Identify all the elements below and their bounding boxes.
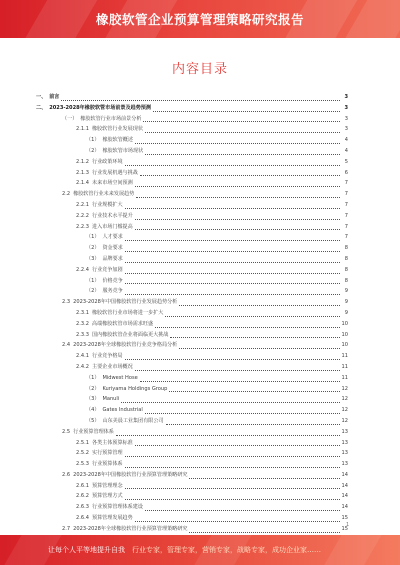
toc-entry-page: 11	[341, 363, 348, 370]
toc-entry[interactable]	[36, 448, 348, 459]
toc-entry-title: Kuriyama Holdings Group	[102, 385, 168, 392]
toc-dot-leader	[125, 248, 340, 252]
toc-entry-number: （1）	[86, 137, 100, 144]
toc-entry-page: 10	[341, 342, 348, 349]
toc-entry-page: 7	[344, 201, 348, 208]
toc-entry[interactable]	[36, 265, 348, 276]
toc-entry-number: 2.2	[62, 191, 71, 198]
toc-entry[interactable]	[36, 491, 348, 502]
toc-entry[interactable]	[36, 189, 348, 200]
toc-entry[interactable]	[36, 222, 348, 233]
toc-dot-leader	[135, 442, 340, 446]
toc-entry[interactable]	[36, 481, 348, 492]
toc-entry[interactable]	[36, 470, 348, 481]
toc-entry-number: 2.4.1	[76, 353, 89, 360]
toc-entry-number: 2.6.2	[76, 493, 89, 500]
toc-entry-page: 14	[341, 493, 348, 500]
toc-entry-number: 2.4	[62, 342, 71, 349]
toc-entry-page: 3	[344, 104, 348, 111]
toc-entry-title: 预算管理理念	[91, 482, 123, 489]
toc-entry-title: 服务竞争	[102, 288, 123, 295]
toc-entry[interactable]	[36, 308, 348, 319]
toc-entry-page: 8	[344, 255, 348, 262]
toc-entry[interactable]	[36, 405, 348, 416]
toc-entry-title: 橡胶软管行业发展现状	[91, 126, 143, 133]
toc-entry-number: （3）	[86, 396, 100, 403]
toc-entry-page: 3	[344, 115, 348, 122]
toc-dot-leader	[165, 313, 340, 317]
toc-entry-title: 各类主体预算标准	[91, 439, 133, 446]
toc-entry-page: 12	[341, 407, 348, 414]
toc-dot-leader	[145, 151, 340, 155]
toc-dot-leader	[169, 388, 339, 392]
toc-entry[interactable]	[36, 394, 348, 405]
toc-dot-leader	[125, 485, 340, 489]
toc-entry-page: 8	[344, 266, 348, 273]
toc-dot-leader	[61, 97, 340, 101]
toc-dot-leader	[145, 410, 340, 414]
toc-entry-title: Midwest Hose	[102, 374, 138, 381]
toc-entry-page: 13	[341, 439, 348, 446]
toc-entry[interactable]	[36, 438, 348, 449]
toc-dot-leader	[135, 216, 340, 220]
footer-experts-text: 行业专家，管理专家，营销专家，战略专家，成功企业家……	[132, 546, 321, 554]
toc-entry[interactable]	[36, 524, 348, 535]
toc-entry[interactable]	[36, 178, 348, 189]
toc-entry-number: （1）	[86, 277, 100, 284]
toc-entry-title: 行业预算管理体系建设	[91, 504, 143, 511]
toc-entry-number: （2）	[86, 288, 100, 295]
toc-dot-leader	[135, 226, 340, 230]
toc-dot-leader	[143, 118, 340, 122]
toc-entry-title: Gates Industrial	[102, 407, 143, 414]
toc-entry-page: 3	[344, 94, 348, 100]
toc-entry-page: 11	[341, 353, 348, 360]
toc-entry[interactable]	[36, 502, 348, 513]
toc-entry-page: 14	[341, 504, 348, 511]
toc-dot-leader	[125, 237, 340, 241]
toc-dot-leader	[125, 453, 340, 457]
toc-entry-title: 高端橡胶软管市场需求旺盛	[91, 320, 154, 327]
toc-entry-number: （一）	[62, 115, 78, 122]
toc-entry-number: 2.1.3	[76, 169, 89, 176]
toc-entry[interactable]	[36, 114, 348, 125]
toc-entry-title: 国内橡胶软管企业将面临更大挑战	[91, 331, 169, 338]
toc-entry-title: 品牌要求	[102, 255, 123, 262]
toc-dot-leader	[145, 129, 340, 133]
toc-entry-page: 13	[341, 450, 348, 457]
toc-entry-page: 13	[341, 428, 348, 435]
toc-entry-number: 2.4.2	[76, 363, 89, 370]
toc-entry[interactable]	[36, 168, 348, 179]
toc-entry[interactable]	[36, 243, 348, 254]
toc-entry-title: 行业发展机遇与挑战	[91, 169, 138, 176]
toc-entry[interactable]	[36, 146, 348, 157]
toc-entry[interactable]	[36, 200, 348, 211]
toc-entry-title: 橡胶软管行业市场前景分析	[80, 115, 142, 122]
toc-entry[interactable]	[36, 427, 348, 438]
toc-entry[interactable]	[36, 103, 348, 114]
toc-dot-leader	[125, 496, 340, 500]
toc-entry-page: 4	[344, 147, 348, 154]
toc-entry-number: 2.6.4	[76, 515, 89, 522]
toc-entry-number: 2.3	[62, 299, 71, 306]
toc-dot-leader	[125, 464, 340, 468]
toc-entry[interactable]	[36, 135, 348, 146]
toc-entry-title: 2023-2028年全球橡胶软管行业预算管理策略研究	[73, 525, 188, 532]
toc-entry-title: 行业技术水平提升	[91, 212, 133, 219]
toc-entry-title: 行业预算体系	[91, 461, 123, 468]
toc-entry-title: 未来市场空间预测	[91, 180, 133, 187]
report-header-bar	[0, 0, 400, 38]
toc-entry-page: 7	[344, 212, 348, 219]
toc-entry-title: 预算管理方式	[91, 493, 123, 500]
toc-entry[interactable]	[36, 459, 348, 470]
toc-entry-page: 7	[344, 234, 348, 241]
toc-entry-number: （5）	[86, 417, 100, 424]
toc-entry-number: 2.1.1	[76, 126, 89, 133]
toc-dot-leader	[135, 140, 340, 144]
toc-entry[interactable]	[36, 157, 348, 168]
toc-entry-title: 橡胶软管概述	[102, 137, 134, 144]
toc-dot-leader	[125, 162, 340, 166]
toc-dot-leader	[140, 378, 340, 382]
table-of-contents	[36, 92, 348, 535]
toc-entry-number: （3）	[86, 255, 100, 262]
toc-entry-page: 7	[344, 191, 348, 198]
page-number: 1	[346, 522, 350, 528]
toc-entry-number: 2.2.2	[76, 212, 89, 219]
toc-dot-leader	[153, 108, 340, 112]
toc-dot-leader	[125, 205, 340, 209]
toc-dot-leader	[135, 518, 340, 522]
toc-entry-number: （2）	[86, 245, 100, 252]
toc-entry[interactable]	[36, 286, 348, 297]
toc-entry-number: 2.5.3	[76, 461, 89, 468]
toc-dot-leader	[135, 183, 340, 187]
toc-entry-title: Manuli	[102, 396, 120, 403]
toc-entry-number: 2.2.4	[76, 266, 89, 273]
toc-dot-leader	[136, 194, 340, 198]
toc-dot-leader	[135, 367, 340, 371]
footer-slogan: 让每个人平等地提升自我	[48, 546, 125, 554]
toc-entry-page: 8	[344, 277, 348, 284]
report-title: 橡胶软管企业预算管理策略研究报告	[95, 12, 304, 27]
toc-entry-title: 2023-2028年橡胶软管市场前景及趋势预测	[49, 104, 151, 111]
toc-entry-title: 资金要求	[102, 245, 123, 252]
toc-dot-leader	[125, 291, 340, 295]
toc-dot-leader	[189, 529, 339, 533]
toc-entry[interactable]	[36, 124, 348, 135]
toc-entry-title: 进入市场门槛提高	[91, 223, 133, 230]
toc-entry-page: 3	[344, 126, 348, 133]
toc-entry-page: 12	[341, 396, 348, 403]
toc-entry[interactable]	[36, 319, 348, 330]
toc-entry-title: 行业政策环境	[91, 158, 123, 165]
toc-entry-number: 2.5.2	[76, 450, 89, 457]
toc-entry-number: （2）	[86, 147, 100, 154]
toc-entry[interactable]	[36, 254, 348, 265]
toc-dot-leader	[125, 259, 340, 263]
toc-entry-title: 主要企业市场概况	[91, 363, 133, 370]
toc-dot-leader	[189, 475, 339, 479]
toc-dot-leader	[145, 507, 340, 511]
toc-dot-leader	[121, 399, 339, 403]
toc-entry-number: 2.2.3	[76, 223, 89, 230]
toc-entry-title: 山东美晨工业集团有限公司	[102, 417, 164, 424]
toc-entry-number: 2.5.1	[76, 439, 89, 446]
toc-entry-number: 2.3.3	[76, 331, 89, 338]
toc-entry-page: 14	[341, 471, 348, 478]
toc-entry-number: （4）	[86, 407, 100, 414]
toc-entry-title: 2023-2028年全球橡胶软管行业竞争格局分析	[73, 342, 178, 349]
toc-dot-leader	[125, 270, 340, 274]
toc-entry-page: 15	[341, 515, 348, 522]
toc-entry-title: 行业竞争加剧	[91, 266, 123, 273]
toc-entry[interactable]	[36, 330, 348, 341]
toc-entry-title: 价格竞争	[102, 277, 123, 284]
toc-entry-number: 2.3.1	[76, 309, 89, 316]
toc-entry-page: 10	[341, 320, 348, 327]
toc-dot-leader	[140, 172, 340, 176]
toc-entry-number: 2.3.2	[76, 320, 89, 327]
toc-entry-title: 预算管理发展趋势	[91, 515, 133, 522]
toc-entry-title: 行业竞争格局	[91, 353, 123, 360]
toc-entry[interactable]	[36, 232, 348, 243]
toc-dot-leader	[155, 324, 339, 328]
toc-dot-leader	[116, 432, 340, 436]
toc-entry-page: 15	[341, 525, 348, 532]
toc-entry-title: 2023-2028年中国橡胶软管行业发展趋势分析	[73, 299, 178, 306]
toc-entry-number: 2.6.3	[76, 504, 89, 511]
toc-entry[interactable]	[36, 513, 348, 524]
toc-dot-leader	[166, 421, 340, 425]
toc-entry-page: 11	[341, 374, 348, 381]
toc-dot-leader	[125, 356, 340, 360]
toc-entry[interactable]	[36, 297, 348, 308]
toc-entry-page: 9	[344, 309, 348, 316]
toc-entry-page: 14	[341, 482, 348, 489]
toc-dot-leader	[179, 345, 339, 349]
toc-entry-number: （1）	[86, 234, 100, 241]
toc-dot-leader	[125, 280, 340, 284]
toc-entry-page: 7	[344, 180, 348, 187]
toc-entry[interactable]	[36, 351, 348, 362]
toc-entry-title: 行业规模扩大	[91, 201, 123, 208]
toc-entry-title: 行业预算管理体系	[73, 428, 114, 435]
toc-entry-number: （2）	[86, 385, 100, 392]
toc-entry-page: 10	[341, 331, 348, 338]
toc-entry[interactable]	[36, 211, 348, 222]
toc-entry-title: 橡胶软管市场现状	[102, 147, 144, 154]
toc-entry-number: 二、	[36, 104, 47, 111]
toc-entry[interactable]	[36, 340, 348, 351]
toc-entry[interactable]	[36, 92, 348, 103]
toc-entry-page: 8	[344, 245, 348, 252]
toc-entry-number: 2.6	[62, 471, 71, 478]
toc-entry-number: 2.2.1	[76, 201, 89, 208]
toc-dot-leader	[179, 302, 340, 306]
toc-entry-title: 橡胶软管行业未来发展趋势	[73, 191, 135, 198]
toc-entry-title: 橡胶软管行业市场将进一步扩大	[91, 309, 164, 316]
toc-entry-page: 12	[341, 385, 348, 392]
toc-entry-page: 4	[344, 137, 348, 144]
toc-entry-number: 2.1.4	[76, 180, 89, 187]
toc-entry-page: 9	[344, 288, 348, 295]
toc-entry[interactable]	[36, 362, 348, 373]
toc-entry-number: （1）	[86, 374, 100, 381]
toc-entry[interactable]	[36, 384, 348, 395]
toc-dot-leader	[170, 334, 339, 338]
toc-heading: 内容目录	[171, 62, 228, 77]
toc-entry[interactable]	[36, 276, 348, 287]
toc-entry-number: 2.7	[62, 525, 71, 532]
toc-entry-number: 2.5	[62, 428, 71, 435]
toc-entry-number: 2.1.2	[76, 158, 89, 165]
toc-entry-title: 实行预算管理	[91, 450, 123, 457]
toc-entry-page: 13	[341, 461, 348, 468]
toc-entry-page: 7	[344, 223, 348, 230]
footer-banner	[0, 535, 400, 565]
toc-entry-title: 2023-2028年中国橡胶软管行业预算管理策略研究	[73, 471, 188, 478]
toc-entry-number: 2.6.1	[76, 482, 89, 489]
toc-entry-title: 前言	[49, 94, 60, 100]
toc-entry-number: 一、	[36, 94, 47, 100]
toc-entry-page: 6	[344, 169, 348, 176]
toc-entry-page: 5	[344, 158, 348, 165]
toc-entry[interactable]	[36, 416, 348, 427]
toc-entry[interactable]	[36, 373, 348, 384]
toc-entry-title: 人才要求	[102, 234, 123, 241]
toc-entry-page: 9	[344, 299, 348, 306]
toc-entry-page: 12	[341, 417, 348, 424]
